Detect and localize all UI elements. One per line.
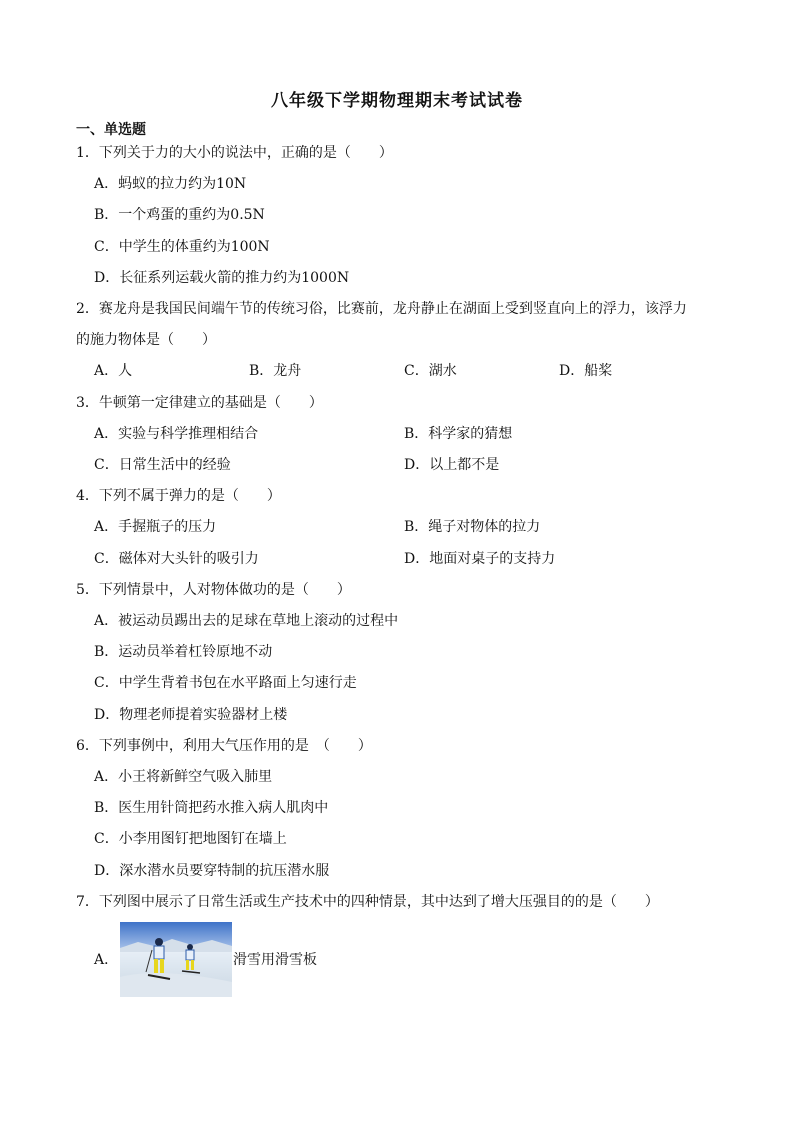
q3-option-b: B．科学家的猜想 <box>404 426 513 442</box>
q7-option-a-letter: A． <box>94 952 119 968</box>
q5-option-a: A．被运动员踢出去的足球在草地上滚动的过程中 <box>94 613 399 629</box>
q2-option-d: D．船桨 <box>559 363 613 379</box>
q5-option-d: D．物理老师提着实验器材上楼 <box>94 707 288 723</box>
question-5-stem: 5．下列情景中，人对物体做功的是（ ） <box>76 582 351 598</box>
q7-option-a-caption: 滑雪用滑雪板 <box>233 952 317 968</box>
skiing-photo-illustration <box>120 922 232 997</box>
question-2-stem-line2: 的施力物体是（ ） <box>76 332 216 348</box>
question-3-stem: 3．牛顿第一定律建立的基础是（ ） <box>76 395 323 411</box>
q1-option-b: B．一个鸡蛋的重约为0.5N <box>94 207 265 223</box>
q4-option-a: A．手握瓶子的压力 <box>94 519 217 535</box>
q5-option-c: C．中学生背着书包在水平路面上匀速行走 <box>94 675 357 691</box>
q1-option-d: D．长征系列运载火箭的推力约为1000N <box>94 270 350 286</box>
question-7-stem: 7．下列图中展示了日常生活或生产技术中的四种情景，其中达到了增大压强目的的是（ ） <box>76 894 659 910</box>
q4-option-b: B．绳子对物体的拉力 <box>404 519 541 535</box>
question-6-stem: 6．下列事例中，利用大气压作用的是 （ ） <box>76 738 372 754</box>
question-2-stem-line1: 2．赛龙舟是我国民间端午节的传统习俗，比赛前，龙舟静止在湖面上受到竖直向上的浮力，该浮力 <box>76 301 687 317</box>
q6-option-c: C．小李用图钉把地图钉在墙上 <box>94 831 287 847</box>
q3-option-a: A．实验与科学推理相结合 <box>94 426 259 442</box>
q6-option-b: B．医生用针筒把药水推入病人肌肉中 <box>94 800 329 816</box>
q6-option-a: A．小王将新鲜空气吸入肺里 <box>94 769 273 785</box>
q5-option-b: B．运动员举着杠铃原地不动 <box>94 644 273 660</box>
q4-option-d: D．地面对桌子的支持力 <box>404 551 556 567</box>
q6-option-d: D．深水潜水员要穿特制的抗压潜水服 <box>94 863 330 879</box>
question-1-stem: 1．下列关于力的大小的说法中，正确的是（ ） <box>76 145 393 161</box>
q3-option-c: C．日常生活中的经验 <box>94 457 231 473</box>
section-heading: 一、单选题 <box>76 122 146 138</box>
q3-option-d: D．以上都不是 <box>404 457 500 473</box>
exam-title: 八年级下学期物理期末考试试卷 <box>271 91 523 111</box>
q1-option-c: C．中学生的体重约为100N <box>94 239 270 255</box>
question-4-stem: 4．下列不属于弹力的是（ ） <box>76 488 281 504</box>
skiing-photo <box>120 922 232 997</box>
q2-option-c: C．湖水 <box>404 363 457 379</box>
q4-option-c: C．磁体对大头针的吸引力 <box>94 551 259 567</box>
q2-option-b: B．龙舟 <box>249 363 302 379</box>
q1-option-a: A．蚂蚁的拉力约为10N <box>94 176 247 192</box>
q2-option-a: A．人 <box>94 363 133 379</box>
